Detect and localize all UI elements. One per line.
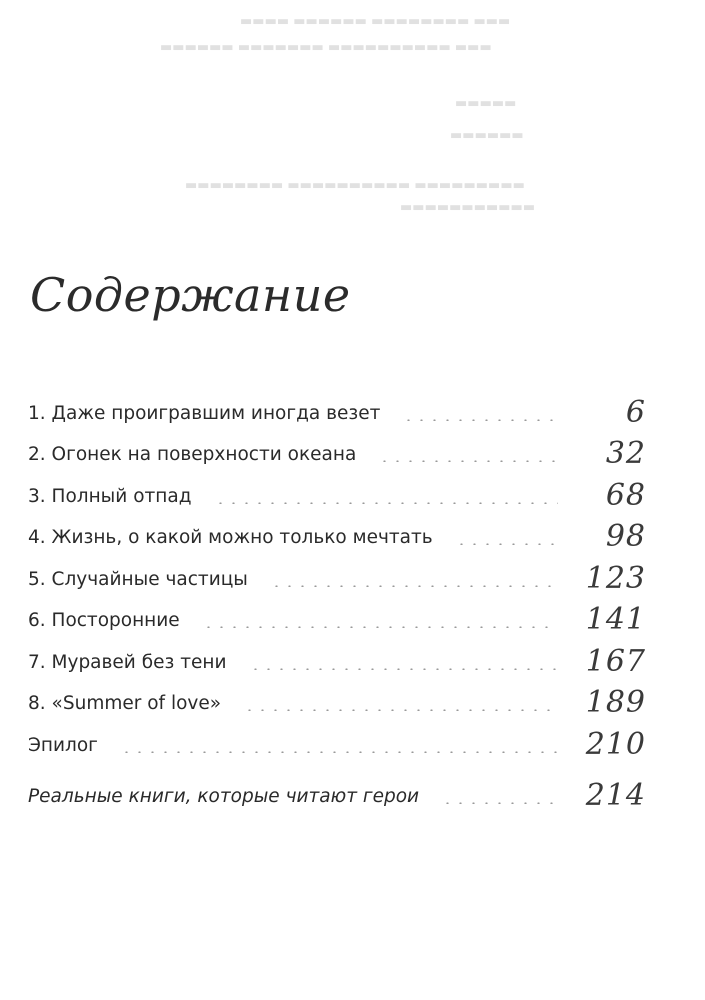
- show-through-text: ▬▬▬▬▬: [455, 96, 517, 111]
- toc-title: 1. Даже проигравшим иногда везет: [28, 402, 381, 424]
- table-of-contents: [28, 390, 668, 815]
- toc-title: Реальные книги, которые читают герои: [28, 786, 420, 807]
- toc-leader-dots: [243, 709, 558, 711]
- toc-row: [28, 473, 668, 515]
- toc-title: 4. Жизнь, о какой можно только мечтать: [28, 527, 433, 548]
- toc-page-number: 98: [605, 519, 646, 554]
- toc-gap: [28, 764, 668, 774]
- toc-row: [28, 390, 668, 432]
- toc-row: [28, 432, 668, 474]
- toc-leader-dots: [455, 543, 558, 545]
- toc-row: [28, 639, 668, 681]
- toc-row: [28, 515, 668, 557]
- toc-row: [28, 774, 668, 816]
- toc-leader-dots: [249, 668, 559, 670]
- toc-row: [28, 681, 668, 723]
- toc-page-number: 141: [585, 602, 646, 637]
- toc-leader-dots: [270, 585, 558, 587]
- toc-page-number: 123: [585, 560, 646, 596]
- toc-leader-dots: [214, 502, 558, 504]
- toc-heading: Содержание: [30, 268, 351, 322]
- toc-leader-dots: [202, 626, 558, 628]
- toc-row: [28, 598, 668, 640]
- toc-title: 7. Муравей без тени: [28, 651, 227, 673]
- toc-row: [28, 722, 668, 764]
- show-through-text: ▬▬▬▬ ▬▬▬▬▬▬ ▬▬▬▬▬▬▬▬ ▬▬▬: [240, 14, 511, 29]
- toc-page-number: 32: [605, 436, 646, 471]
- toc-title: 2. Огонек на поверхности океана: [28, 444, 357, 465]
- toc-title: 6. Посторонние: [28, 610, 180, 631]
- toc-page-number: 167: [585, 643, 646, 679]
- toc-page-number: 189: [585, 685, 646, 720]
- show-through-text: ▬▬▬▬▬▬: [450, 128, 524, 143]
- toc-page-number: 68: [605, 477, 646, 513]
- toc-leader-dots: [402, 419, 558, 421]
- toc-title: 3. Полный отпад: [28, 485, 192, 507]
- toc-row: [28, 556, 668, 598]
- toc-title: 8. «Summer of love»: [28, 693, 222, 714]
- toc-title: 5. Случайные частицы: [28, 568, 248, 590]
- show-through-text: ▬▬▬▬▬▬▬▬ ▬▬▬▬▬▬▬▬▬▬ ▬▬▬▬▬▬▬▬▬: [185, 178, 525, 193]
- show-through-text: ▬▬▬▬▬▬▬▬▬▬▬: [400, 200, 536, 215]
- toc-leader-dots: [378, 460, 558, 462]
- toc-page-number: 214: [585, 778, 646, 813]
- show-through-text: ▬▬▬▬▬▬ ▬▬▬▬▬▬▬ ▬▬▬▬▬▬▬▬▬▬ ▬▬▬: [160, 40, 492, 55]
- toc-leader-dots: [120, 751, 558, 753]
- toc-title: Эпилог: [28, 734, 98, 756]
- toc-page-number: 6: [625, 394, 646, 430]
- toc-page-number: 210: [585, 726, 646, 762]
- toc-leader-dots: [441, 802, 558, 804]
